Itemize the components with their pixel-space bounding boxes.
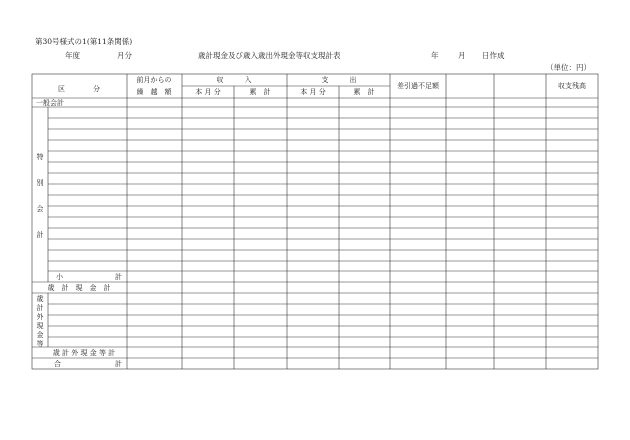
header-kubun: 区 分 [58,85,100,93]
header-income-cumulative: 累 計 [249,88,271,96]
outside-cash-char-3: 外 [36,313,44,321]
outside-cash-char-4: 現 [36,322,44,330]
special-account-char-2: 別 [36,179,44,187]
year-label: 年度 [65,51,80,60]
outside-cash-char-1: 歳 [36,295,44,303]
header-expense: 支 出 [321,76,357,84]
subtotal-label-right: 計 [115,273,122,281]
row-saikei-total: 歳 計 現 金 計 [47,284,111,292]
subtotal-label-left: 小 [56,273,63,281]
grand-total-label-right: 計 [115,360,122,368]
outside-cash-char-2: 計 [36,304,44,312]
special-account-char-4: 計 [36,231,44,239]
header-income: 収 入 [216,76,252,84]
row-outside-cash-total: 歳 計 外 現 金 等 計 [52,349,116,357]
date-day-created: 日作成 [482,51,505,60]
special-account-char-1: 特 [36,153,44,161]
row-general-account: 一般会計 [36,99,64,107]
grand-total-label-left: 合 [54,360,61,368]
date-year: 年 [431,51,439,60]
header-shortage: 差引過不足額 [397,82,439,90]
outside-cash-char-6: 等 [36,340,44,348]
date-month: 月 [458,51,466,60]
form-id: 第30号様式の1(第11条関係) [35,37,133,46]
unit-label: （単位：円） [546,63,591,72]
table-grid [32,74,598,369]
outside-cash-char-5: 金 [36,331,44,339]
header-expense-cumulative: 累 計 [353,88,375,96]
special-account-char-3: 会 [36,205,44,213]
month-label: 月分 [117,51,132,60]
document-title: 歳計現金及び歳入歳出外現金等収支現計表 [198,51,341,60]
header-prev-line1: 前月からの [136,76,172,84]
header-balance: 収支残高 [558,82,586,90]
header-expense-this-month: 本 月 分 [300,88,326,96]
header-prev-line2: 繰 越 額 [136,88,172,96]
header-income-this-month: 本 月 分 [195,88,221,96]
